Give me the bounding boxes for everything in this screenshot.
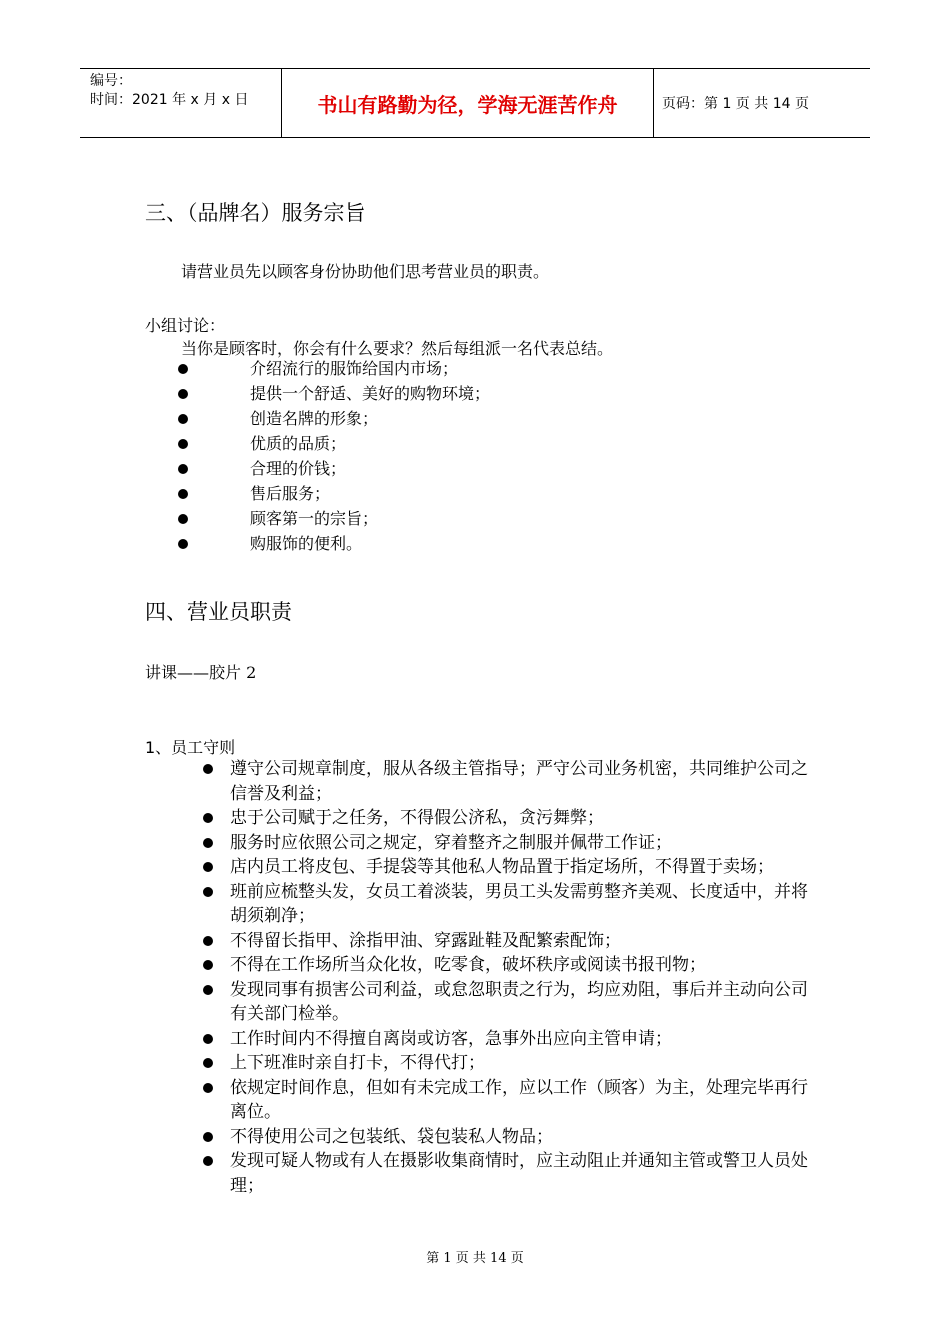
subsection-title: 1、员工守则 [145,738,236,757]
list-item-text: 不得在工作场所当众化妆，吃零食，破坏秩序或阅读书报刊物； [230,955,706,975]
bullet-icon [203,862,213,872]
list-item-text: 忠于公司赋于之任务，不得假公济私，贪污舞弊； [230,808,604,828]
bullet-icon [203,838,213,848]
bullet-icon [203,764,213,774]
page-footer: 第 1 页 共 14 页 [426,1251,524,1266]
list-item-text: 依规定时间作息，但如有未完成工作，应以工作（顾客）为主，处理完毕再行离位。 [230,1077,808,1122]
bullet-icon [178,514,188,524]
list-item-text: 创造名牌的形象； [250,409,379,428]
employee-rules-list [203,757,815,1198]
list-item [203,1076,815,1125]
list-item-text: 班前应梳整头发，女员工着淡装，男员工头发需剪整齐美观、长度适中，并将胡须剃净； [230,881,808,926]
bullet-icon [178,414,188,424]
list-item-text: 不得使用公司之包装纸、袋包装私人物品； [230,1126,553,1147]
list-item [203,1027,815,1052]
bullet-icon [178,489,188,499]
list-item [203,880,815,929]
header-motto: 书山有路勤为径，学海无涯苦作舟 [282,69,654,137]
list-item-text: 发现可疑人物或有人在摄影收集商情时，应主动阻止并通知主管或警卫人员处理； [230,1151,808,1196]
list-item-text: 购服饰的便利。 [250,534,363,553]
list-item [178,481,490,506]
list-item [178,381,490,406]
document-date: 时间：2021 年 x 月 x 日 [90,92,249,108]
list-item [203,855,815,880]
bullet-icon [203,936,213,946]
list-item-text: 优质的品质； [250,434,347,453]
list-item [203,831,815,856]
list-item-text: 提供一个舒适、美好的购物环境； [250,384,491,403]
list-item-text: 遵守公司规章制度，服从各级主管指导；严守公司业务机密，共同维护公司之信誉及利益； [230,759,808,804]
bullet-icon [203,887,213,897]
list-item-text: 店内员工将皮包、手提袋等其他私人物品置于指定场所，不得置于卖场； [230,857,774,877]
section3-intro: 请营业员先以顾客身份协助他们思考营业员的职责。 [181,262,550,281]
list-item-text: 顾客第一的宗旨； [250,509,379,528]
discussion-question: 当你是顾客时，你会有什么要求？然后每组派一名代表总结。 [181,339,614,358]
list-item [203,757,815,806]
bullet-icon [203,1058,213,1068]
bullet-icon [203,813,213,823]
bullet-icon [203,1132,213,1142]
list-item [203,953,815,978]
section3-title: 三、（品牌名）服务宗旨 [145,201,366,225]
list-item-text: 售后服务； [250,484,331,503]
list-item-text: 上下班准时亲自打卡，不得代打； [230,1053,485,1073]
page-header [80,68,870,138]
bullet-icon [178,539,188,549]
list-item-text: 介绍流行的服饰给国内市场； [250,359,459,378]
list-item [178,406,490,431]
list-item [178,531,490,556]
list-item-text: 合理的价钱； [250,459,347,478]
bullet-icon [178,464,188,474]
list-item-text: 服务时应依照公司之规定，穿着整齐之制服并佩带工作证； [230,832,672,853]
document-number: 编号： [90,73,132,89]
section4-title: 四、营业员职责 [145,600,292,624]
list-item [203,1051,815,1076]
list-item [203,1125,815,1150]
list-item-text: 工作时间内不得擅自离岗或访客，急事外出应向主管申请； [230,1028,672,1049]
header-page-info: 页码：第 1 页 共 14 页 [662,96,809,112]
list-item [203,929,815,954]
bullet-icon [203,960,213,970]
list-item [178,456,490,481]
bullet-icon [178,439,188,449]
bullet-icon [203,985,213,995]
list-item [203,978,815,1027]
bullet-icon [203,1083,213,1093]
list-item [203,1149,815,1198]
list-item [178,431,490,456]
bullet-icon [203,1156,213,1166]
list-item [178,356,490,381]
lecture-note: 讲课——胶片 2 [145,663,257,682]
bullet-icon [203,1034,213,1044]
customer-needs-list [178,356,490,556]
list-item [203,806,815,831]
header-meta [80,69,282,137]
discussion-label: 小组讨论： [145,316,226,335]
list-item-text: 不得留长指甲、涂指甲油、穿露趾鞋及配繁索配饰； [230,930,621,951]
list-item-text: 发现同事有损害公司利益，或怠忽职责之行为，均应劝阻，事后并主动向公司有关部门检举。 [230,979,808,1024]
bullet-icon [178,389,188,399]
list-item [178,506,490,531]
bullet-icon [178,364,188,374]
